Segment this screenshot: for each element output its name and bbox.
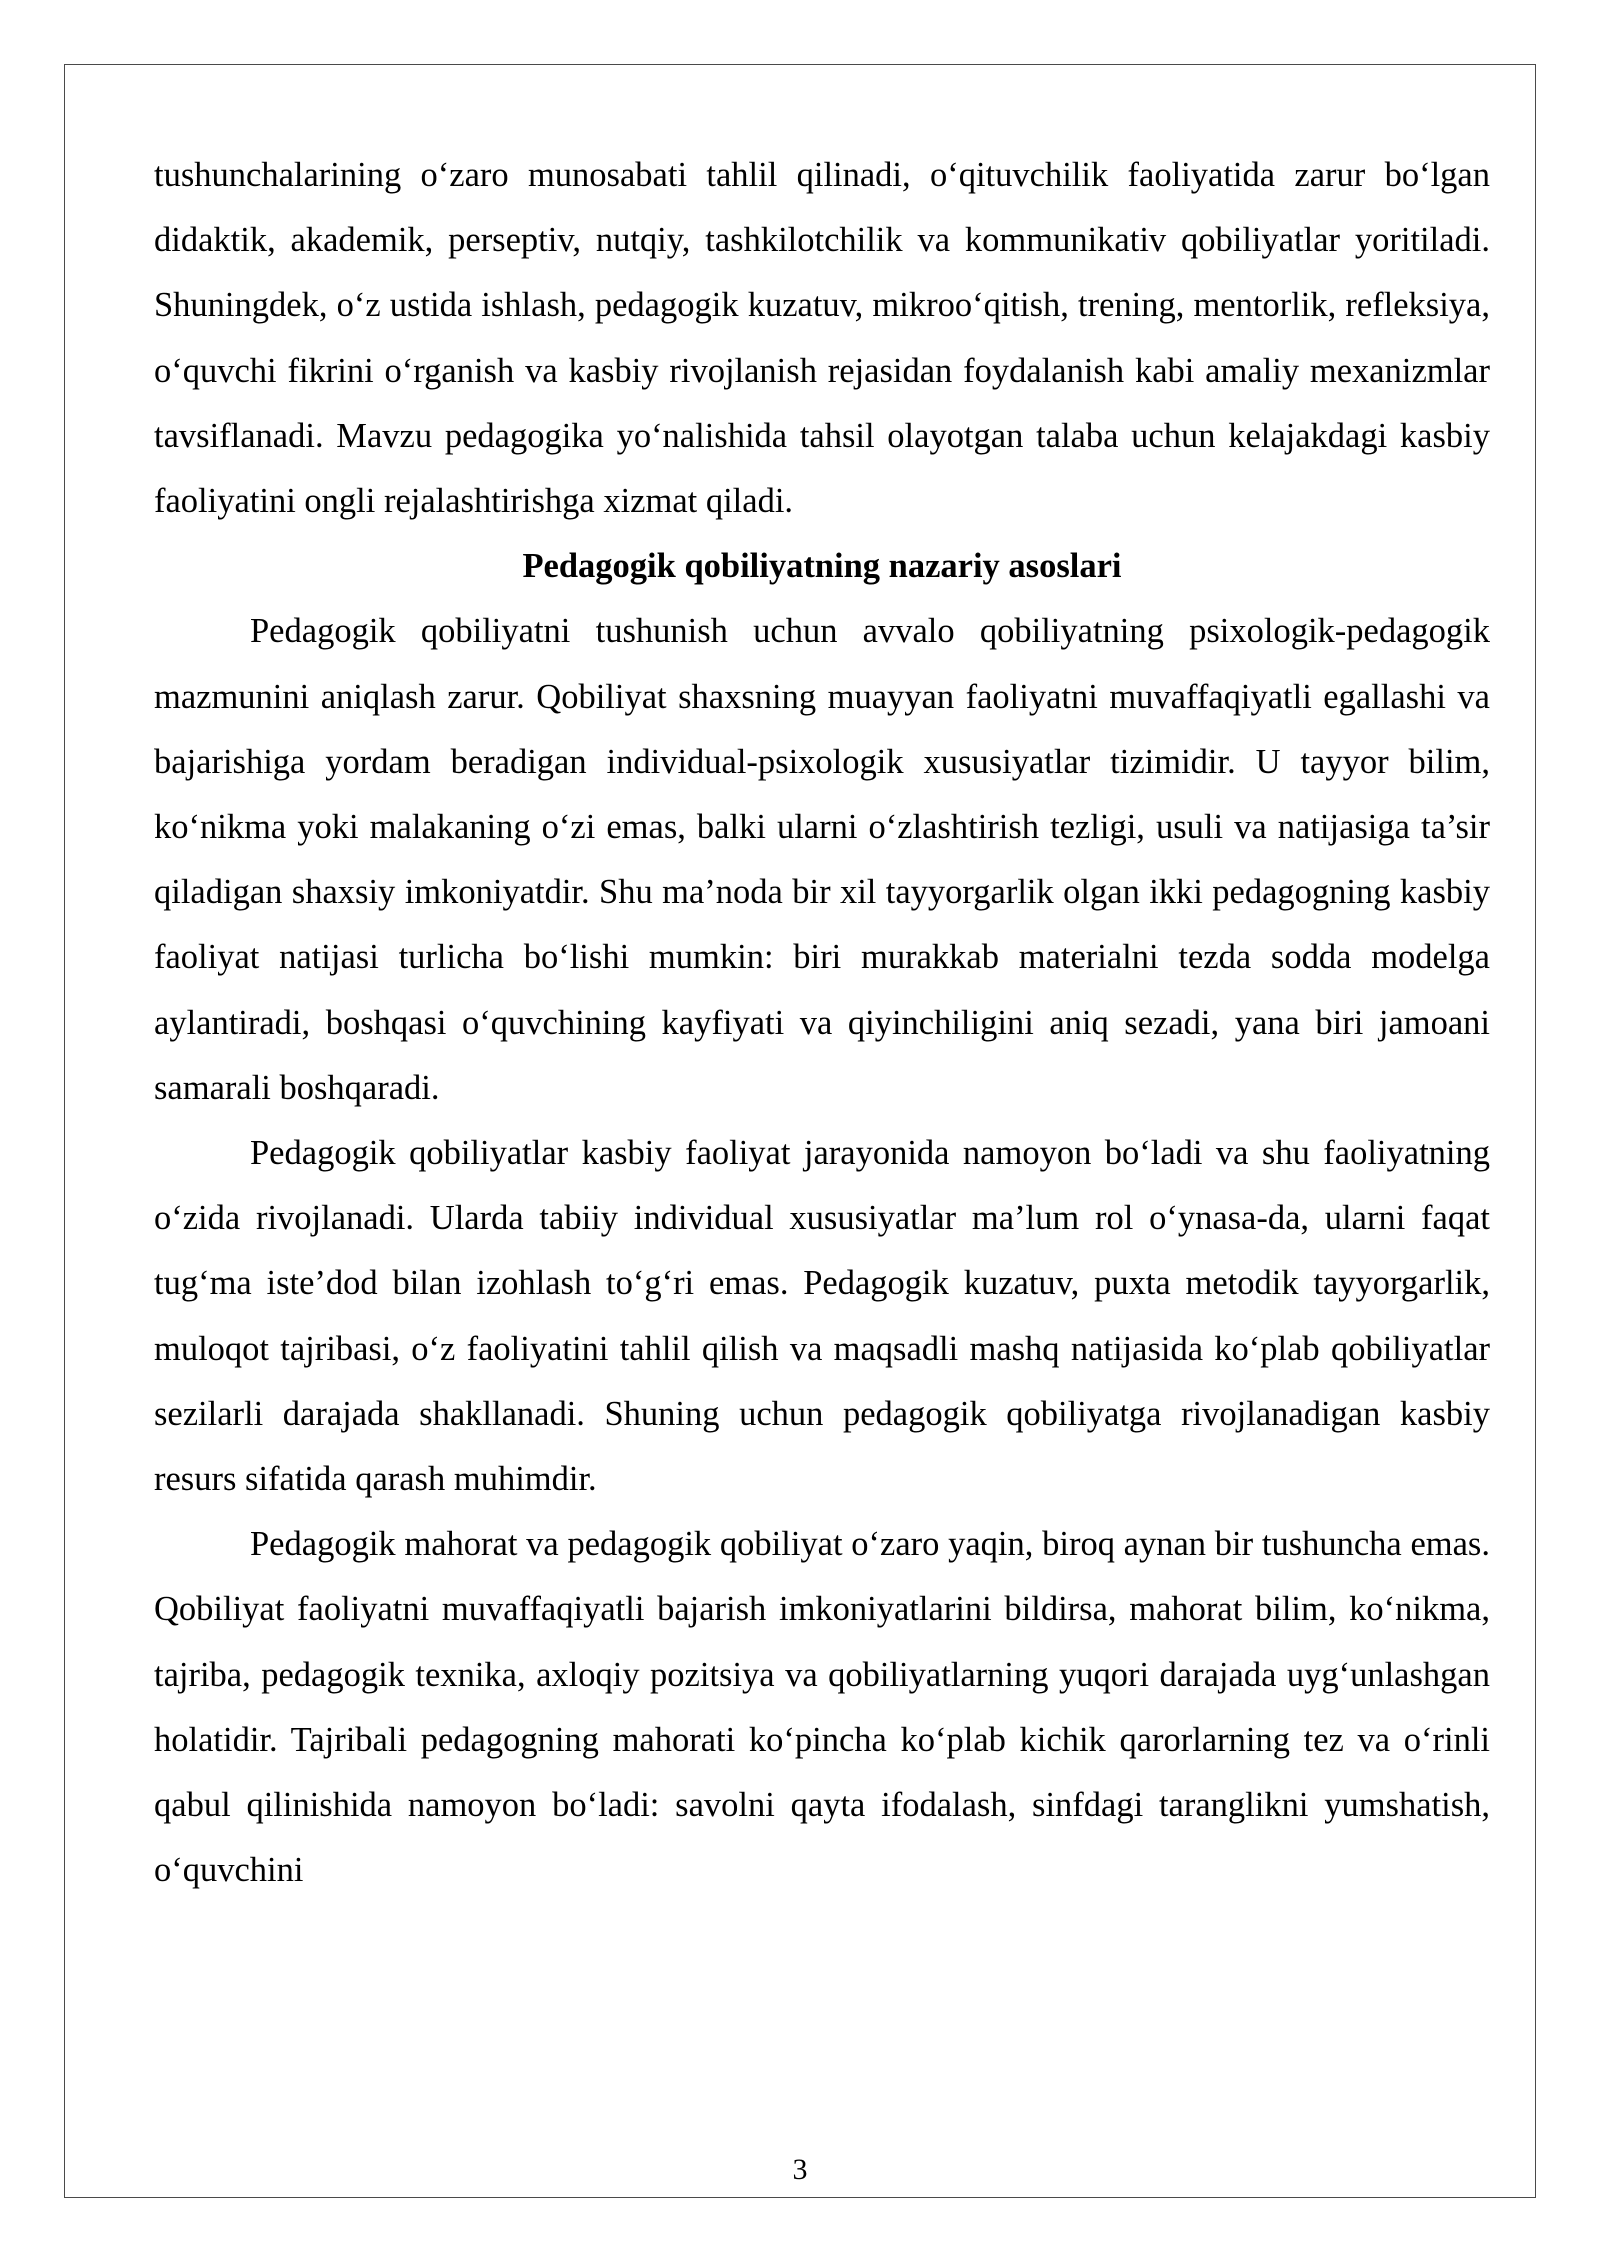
- body-paragraph-2: Pedagogik qobiliyatlar kasbiy faoliyat jarayonida namoyon bo‘ladi va shu faoliyatning o‘zida rivojlanadi. Ularda tabiiy individual xususiyatlar ma’lum rol o‘ynasa-da, ularni faqat tug‘ma iste’dod bilan izohlash to‘g‘ri emas. Pedagogik kuzatuv, puxta metodik tayyorgarlik, muloqot tajribasi, o‘z faoliyatini tahlil qilish va maqsadli mashq natijasida ko‘plab qobiliyatlar sezilarli darajada shakllanadi. Shuning uchun pedagogik qobiliyatga rivojlanadigan kasbiy resurs sifatida qarash muhimdir.: [154, 1134, 1490, 1499]
- document-body: [154, 143, 1490, 1903]
- page-number: 3: [792, 2153, 808, 2186]
- body-paragraph-3: Pedagogik mahorat va pedagogik qobiliyat o‘zaro yaqin, biroq aynan bir tushuncha emas. Qobiliyat faoliyatni muvaffaqiyatli bajarish imkoniyatlarini bildirsa, mahorat bilim, ko‘nikma, tajriba, pedagogik texnika, axloqiy pozitsiya va qobiliyatlarning yuqori darajada uyg‘unlashgan holatidir. Tajribali pedagogning mahorati ko‘pincha ko‘plab kichik qarorlarning tez va o‘rinli qabul qilinishida namoyon bo‘ladi: savolni qayta ifodalash, sinfdagi taranglikni yumshatish, o‘quvchini: [154, 1525, 1490, 1890]
- intro-paragraph: tushunchalarining o‘zaro munosabati tahlil qilinadi, o‘qituvchilik faoliyatida zarur bo‘lgan didaktik, akademik, perseptiv, nutqiy, tashkilotchilik va kommunikativ qobiliyatlar yoritiladi. Shuningdek, o‘z ustida ishlash, pedagogik kuzatuv, mikroo‘qitish, trening, mentorlik, refleksiya, o‘quvchi fikrini o‘rganish va kasbiy rivojlanish rejasidan foydalanish kabi amaliy mexanizmlar tavsiflanadi. Mavzu pedagogika yo‘nalishida tahsil olayotgan talaba uchun kelajakdagi kasbiy faoliyatini ongli rejalashtirishga xizmat qiladi.: [154, 156, 1490, 521]
- body-paragraph-1: Pedagogik qobiliyatni tushunish uchun avvalo qobiliyatning psixologik-pedagogik mazmunini aniqlash zarur. Qobiliyat shaxsning muayyan faoliyatni muvaffaqiyatli egallashi va bajarishiga yordam beradigan individual-psixologik xususiyatlar tizimidir. U tayyor bilim, ko‘nikma yoki malakaning o‘zi emas, balki ularni o‘zlashtirish tezligi, usuli va natijasiga ta’sir qiladigan shaxsiy imkoniyatdir. Shu ma’noda bir xil tayyorgarlik olgan ikki pedagogning kasbiy faoliyat natijasi turlicha bo‘lishi mumkin: biri murakkab materialni tezda sodda modelga aylantiradi, boshqasi o‘quvchining kayfiyati va qiyinchiligini aniq sezadi, yana biri jamoani samarali boshqaradi.: [154, 612, 1490, 1107]
- section-heading: Pedagogik qobiliyatning nazariy asoslari: [522, 547, 1122, 586]
